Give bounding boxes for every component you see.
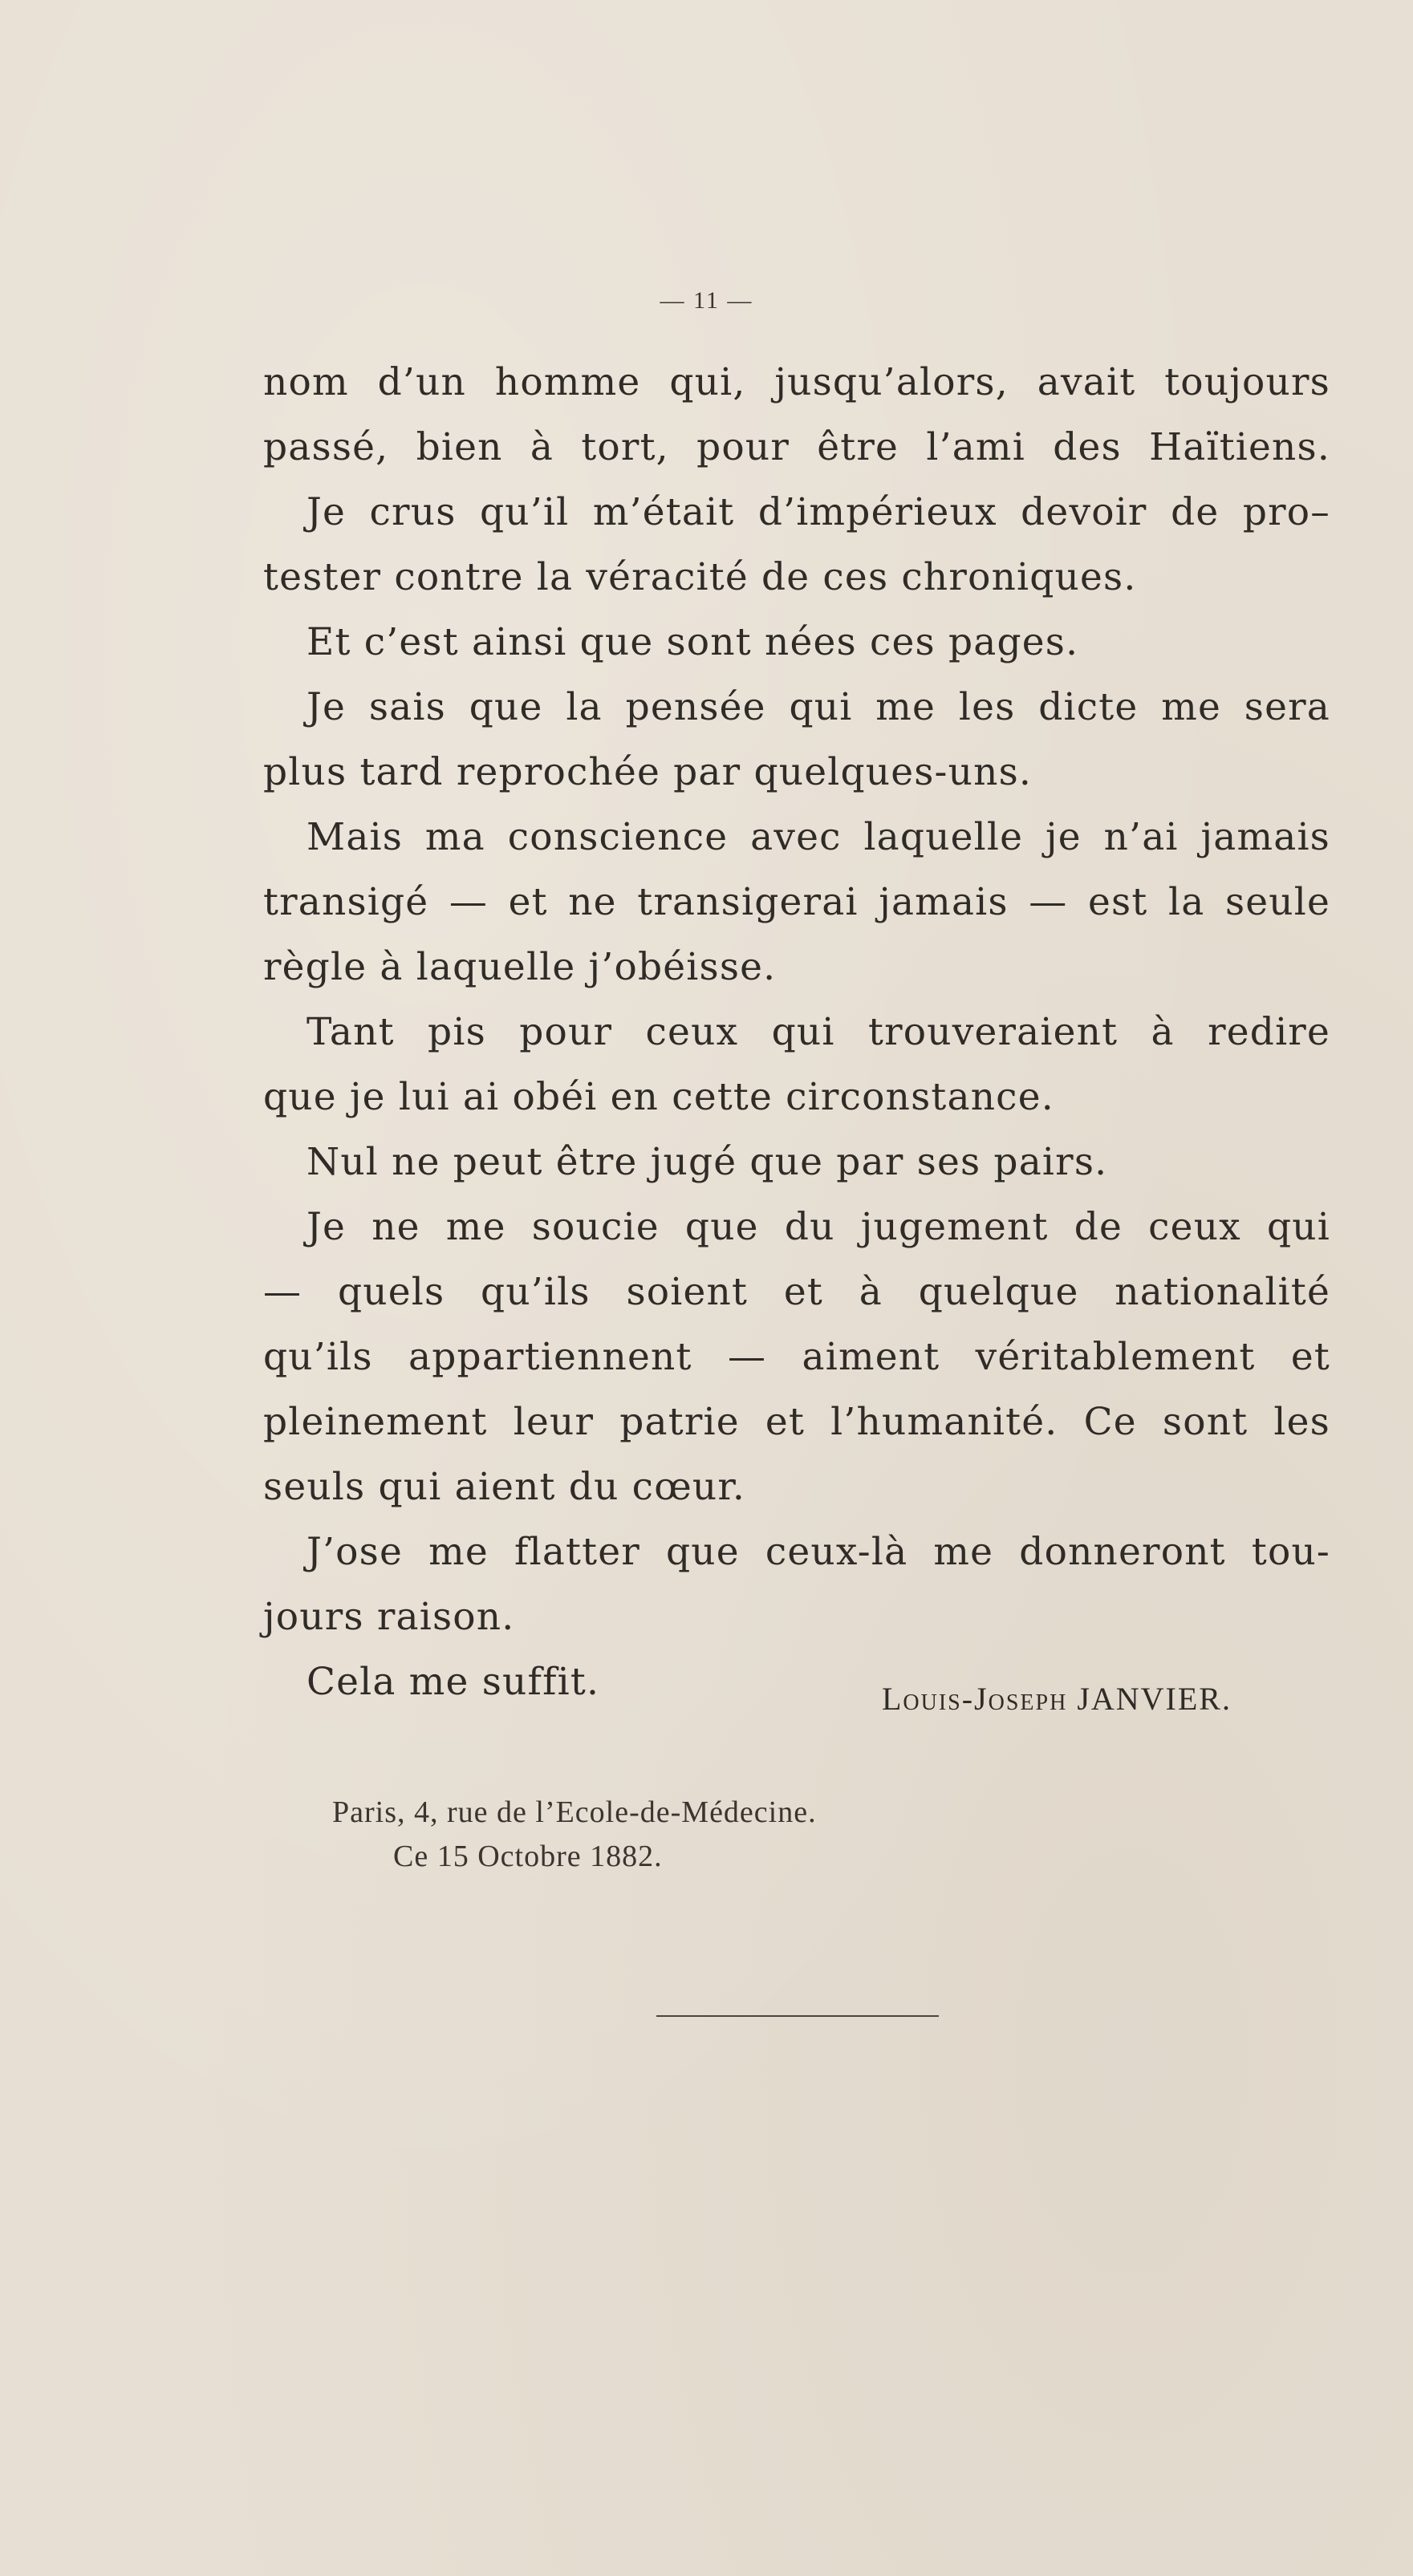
text-line: Nul ne peut être jugé que par ses pairs. <box>307 1140 1108 1184</box>
date-line: Ce 15 Octobre 1882. <box>393 1840 663 1873</box>
text-line: Cela me suffit. <box>307 1660 600 1704</box>
text-line: plus tard reprochée par quelques-uns. <box>263 750 1033 794</box>
page-number: — 11 — <box>660 287 753 314</box>
text-line: Mais ma conscience avec laquelle je n’ai jamais <box>307 815 1330 859</box>
end-rule <box>656 2015 939 2017</box>
text-line: pleinement leur patrie et l’humanité. Ce sont les <box>263 1400 1330 1444</box>
place-line: Paris, 4, rue de l’Ecole-de-Médecine. <box>332 1795 817 1829</box>
text-line: Tant pis pour ceux qui trouveraient à redire <box>307 1010 1330 1054</box>
text-line: seuls qui aient du cœur. <box>263 1465 745 1509</box>
text-line: Et c’est ainsi que sont nées ces pages. <box>307 620 1079 664</box>
author-signature <box>0 1680 1232 1718</box>
text-line: qu’ils appartiennent — aiment véritablement et <box>263 1335 1330 1379</box>
text-line: tester contre la véracité de ces chroniques. <box>263 555 1137 599</box>
text-line: passé, bien à tort, pour être l’ami des Haïtiens. <box>263 425 1330 469</box>
text-line: J’ose me flatter que ceux-là me donneront tou- <box>307 1530 1330 1574</box>
text-line: transigé — et ne transigerai jamais — est la seule <box>263 880 1330 924</box>
text-line: règle à laquelle j’obéisse. <box>263 945 777 989</box>
body-text <box>263 350 1330 1714</box>
text-line: Je crus qu’il m’était d’impérieux devoir de pro– <box>307 490 1330 534</box>
signature-first-name: Louis-Joseph <box>881 1681 1068 1717</box>
text-line: jours raison. <box>263 1595 515 1639</box>
text-line: que je lui ai obéi en cette circonstance. <box>263 1075 1054 1119</box>
text-line: Je ne me soucie que du jugement de ceux qui <box>307 1205 1330 1249</box>
text-line: — quels qu’ils soient et à quelque nationalité <box>263 1270 1330 1314</box>
text-line: Je sais que la pensée qui me les dicte me sera <box>307 685 1330 729</box>
text-line: nom d’un homme qui, jusqu’alors, avait toujours <box>263 360 1330 404</box>
signature-last-name: JANVIER. <box>1077 1681 1232 1717</box>
